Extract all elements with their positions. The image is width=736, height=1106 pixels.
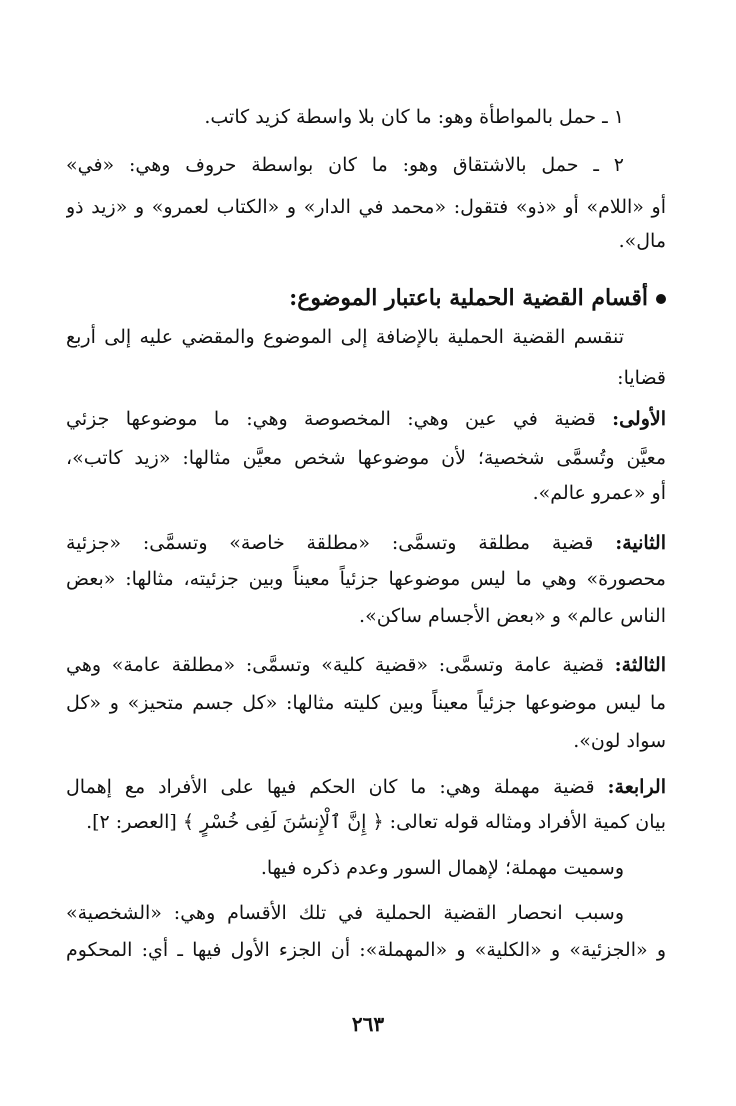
- line-text: و «الجزئية» و «الكلية» و «المهملة»: أن الجزء الأول فيها ـ أي: المحكوم: [66, 939, 666, 961]
- line-text: قضية في عين وهي: المخصوصة وهي: ما موضوعها جزئي: [66, 408, 596, 430]
- line-text: قضية مهملة وهي: ما كان الحكم فيها على الأفراد مع إهمال: [66, 776, 595, 798]
- paragraph-label: الثالثة:: [614, 654, 666, 676]
- text-line: [66, 322, 666, 352]
- bullet-icon: [656, 294, 666, 304]
- text-line: [66, 528, 666, 558]
- text-line: [66, 150, 666, 180]
- text-line: [66, 898, 666, 928]
- line-text: أو «عمرو عالم».: [532, 482, 666, 504]
- line-text: قضية عامة وتسمَّى: «قضية كلية» وتسمَّى: «مطلقة عامة» وهي: [66, 654, 604, 676]
- text-line: [66, 192, 666, 222]
- line-text: أو «اللام» أو «ذو» فتقول: «محمد في الدار» و «الكتاب لعمرو» و «زيد ذو: [66, 196, 666, 218]
- section-heading: [66, 283, 666, 313]
- line-text: قضية مطلقة وتسمَّى: «مطلقة خاصة» وتسمَّى: «جزئية: [66, 532, 594, 554]
- line-text: بيان كمية الأفراد ومثاله قوله تعالى: ﴿ إِنَّ ٱلْإِنسَٰنَ لَفِى خُسْرٍ ﴾ [العصر: ٢].: [86, 811, 666, 833]
- text-line: [66, 404, 666, 434]
- page-number: ٢٦٣: [351, 1012, 385, 1036]
- line-text: وسميت مهملة؛ لإهمال السور وعدم ذكره فيها.: [260, 857, 624, 879]
- text-line: [66, 935, 666, 965]
- text-line: [66, 772, 666, 802]
- text-line: [66, 601, 666, 631]
- text-line: [66, 688, 666, 718]
- line-text: معيَّن وتُسمَّى شخصية؛ لأن موضوعها شخص معيَّن مثالها: «زيد كاتب»،: [66, 447, 666, 469]
- text-body: [66, 0, 666, 1000]
- line-text: محصورة» وهي ما ليس موضوعها جزئياً معيناً وبين جزئيته، مثالها: «بعض: [66, 568, 666, 590]
- line-text: الناس عالم» و «بعض الأجسام ساكن».: [359, 605, 666, 627]
- line-text: ١ ـ حمل بالمواطأة وهو: ما كان بلا واسطة كزيد كاتب.: [204, 106, 624, 128]
- text-line: [66, 226, 666, 256]
- text-line: [66, 363, 666, 393]
- paragraph-label: الأولى:: [612, 408, 666, 430]
- line-text: سواد لون».: [573, 730, 666, 752]
- text-line: [66, 478, 666, 508]
- text-line: [66, 443, 666, 473]
- paragraph-label: الثانية:: [615, 532, 666, 554]
- text-line: [66, 102, 666, 132]
- line-text: وسبب انحصار القضية الحملية في تلك الأقسام وهي: «الشخصية»: [66, 902, 624, 924]
- heading-text: أقسام القضية الحملية باعتبار الموضوع:: [289, 285, 648, 311]
- line-text: قضايا:: [617, 367, 666, 389]
- text-line: [66, 650, 666, 680]
- line-text: مال».: [618, 230, 666, 252]
- line-text: ٢ ـ حمل بالاشتقاق وهو: ما كان بواسطة حروف وهي: «في»: [66, 154, 624, 176]
- text-line: [66, 807, 666, 837]
- line-text: ما ليس موضوعها جزئياً معيناً وبين كليته مثالها: «كل جسم متحيز» و «كل: [66, 692, 666, 714]
- line-text: تنقسم القضية الحملية بالإضافة إلى الموضوع والمقضي عليه إلى أربع: [66, 326, 624, 348]
- text-line: [66, 726, 666, 756]
- paragraph-label: الرابعة:: [607, 776, 666, 798]
- text-line: [66, 853, 666, 883]
- text-line: [66, 564, 666, 594]
